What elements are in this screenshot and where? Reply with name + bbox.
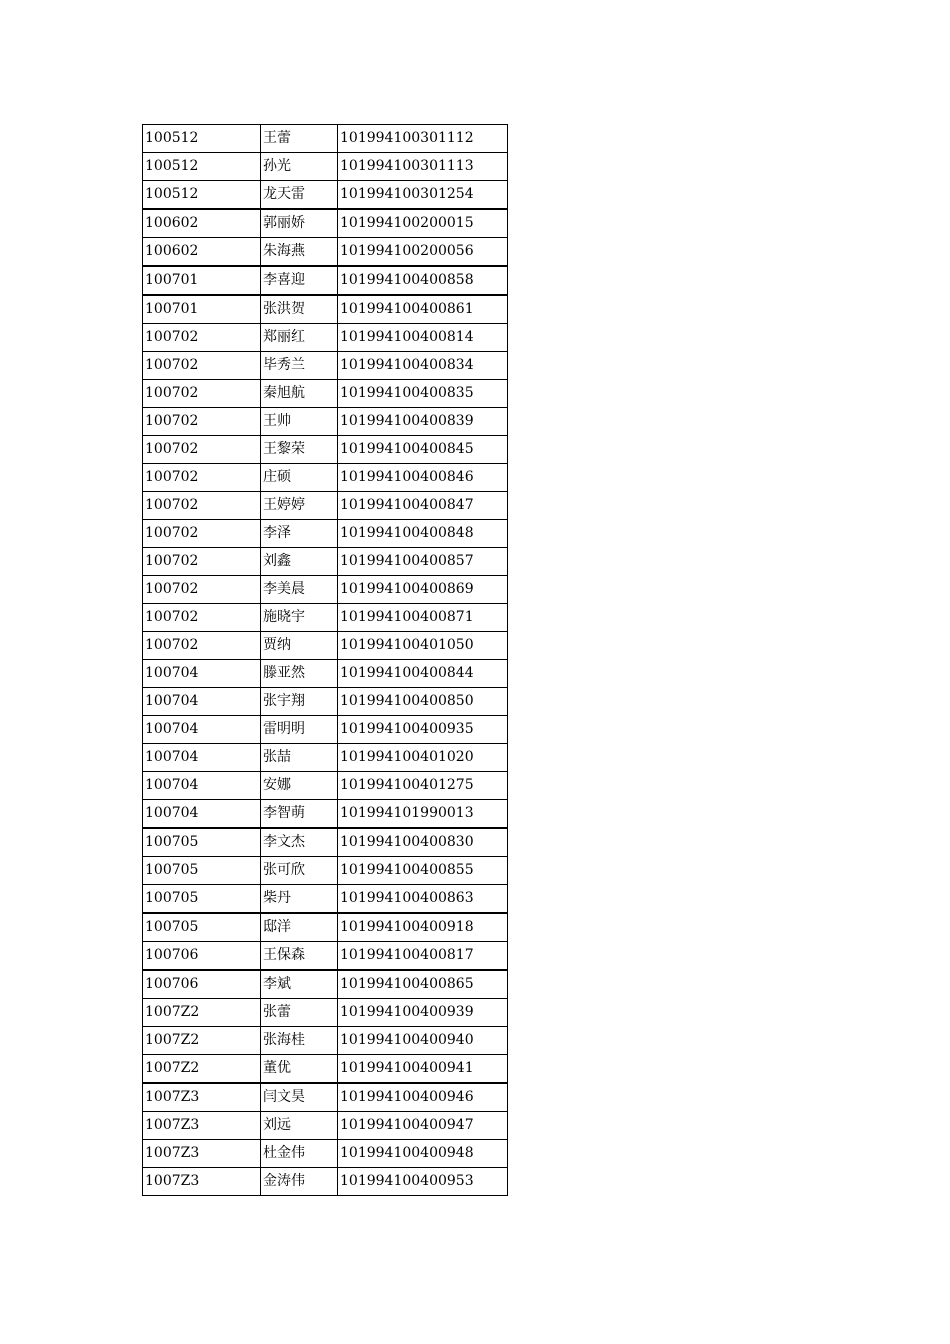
major-code-cell: 100705 xyxy=(143,913,261,942)
exam-id-cell: 101994100400918 xyxy=(338,913,508,942)
table-row xyxy=(143,970,508,999)
major-code-cell: 100704 xyxy=(143,688,261,716)
exam-id-cell: 101994100400834 xyxy=(338,352,508,380)
exam-id-cell: 101994100400941 xyxy=(338,1055,508,1084)
exam-id-cell: 101994100400814 xyxy=(338,324,508,352)
student-name-cell: 孙光 xyxy=(261,153,338,181)
table-row xyxy=(143,913,508,942)
table-row xyxy=(143,520,508,548)
major-code-cell: 100702 xyxy=(143,352,261,380)
table-row xyxy=(143,209,508,238)
table-row xyxy=(143,492,508,520)
student-name-cell: 龙天雷 xyxy=(261,181,338,210)
student-name-cell: 邸洋 xyxy=(261,913,338,942)
student-name-cell: 柴丹 xyxy=(261,885,338,914)
student-name-cell: 张宇翔 xyxy=(261,688,338,716)
major-code-cell: 100705 xyxy=(143,885,261,914)
table-row xyxy=(143,885,508,914)
major-code-cell: 100705 xyxy=(143,857,261,885)
table-row xyxy=(143,604,508,632)
major-code-cell: 100702 xyxy=(143,380,261,408)
table-row xyxy=(143,548,508,576)
exam-id-cell: 101994100301112 xyxy=(338,125,508,153)
major-code-cell: 100706 xyxy=(143,970,261,999)
exam-id-cell: 101994100400848 xyxy=(338,520,508,548)
table-row xyxy=(143,660,508,688)
student-name-cell: 闫文昊 xyxy=(261,1083,338,1112)
student-name-cell: 秦旭航 xyxy=(261,380,338,408)
table-row xyxy=(143,1055,508,1084)
table-row xyxy=(143,800,508,829)
major-code-cell: 100704 xyxy=(143,744,261,772)
student-name-cell: 郭丽娇 xyxy=(261,209,338,238)
exam-id-cell: 101994100400850 xyxy=(338,688,508,716)
major-code-cell: 100702 xyxy=(143,548,261,576)
table-row xyxy=(143,716,508,744)
student-table-body xyxy=(143,125,508,1196)
exam-id-cell: 101994100301254 xyxy=(338,181,508,210)
table-row xyxy=(143,436,508,464)
exam-id-cell: 101994100400947 xyxy=(338,1112,508,1140)
table-row xyxy=(143,181,508,210)
table-row xyxy=(143,464,508,492)
major-code-cell: 1007Z3 xyxy=(143,1168,261,1196)
student-name-cell: 张洪贺 xyxy=(261,295,338,324)
student-name-cell: 李泽 xyxy=(261,520,338,548)
student-name-cell: 王黎荣 xyxy=(261,436,338,464)
table-row xyxy=(143,632,508,660)
student-name-cell: 庄硕 xyxy=(261,464,338,492)
table-row xyxy=(143,828,508,857)
major-code-cell: 100512 xyxy=(143,125,261,153)
exam-id-cell: 101994100400948 xyxy=(338,1140,508,1168)
major-code-cell: 100702 xyxy=(143,492,261,520)
major-code-cell: 100702 xyxy=(143,576,261,604)
major-code-cell: 1007Z3 xyxy=(143,1112,261,1140)
student-name-cell: 李美晨 xyxy=(261,576,338,604)
exam-id-cell: 101994100401020 xyxy=(338,744,508,772)
student-name-cell: 李智萌 xyxy=(261,800,338,829)
table-row xyxy=(143,125,508,153)
table-row xyxy=(143,238,508,267)
table-row xyxy=(143,1083,508,1112)
major-code-cell: 1007Z2 xyxy=(143,1055,261,1084)
student-name-cell: 雷明明 xyxy=(261,716,338,744)
table-row xyxy=(143,857,508,885)
student-name-cell: 王保森 xyxy=(261,942,338,971)
exam-id-cell: 101994100400863 xyxy=(338,885,508,914)
table-row xyxy=(143,772,508,800)
student-name-cell: 李斌 xyxy=(261,970,338,999)
major-code-cell: 100705 xyxy=(143,828,261,857)
exam-id-cell: 101994100400865 xyxy=(338,970,508,999)
major-code-cell: 100702 xyxy=(143,464,261,492)
table-row xyxy=(143,942,508,971)
student-name-cell: 张蕾 xyxy=(261,999,338,1027)
table-row xyxy=(143,153,508,181)
table-row xyxy=(143,352,508,380)
major-code-cell: 100704 xyxy=(143,716,261,744)
table-row xyxy=(143,295,508,324)
student-name-cell: 张可欣 xyxy=(261,857,338,885)
major-code-cell: 1007Z3 xyxy=(143,1083,261,1112)
student-name-cell: 朱海燕 xyxy=(261,238,338,267)
student-name-cell: 郑丽红 xyxy=(261,324,338,352)
student-name-cell: 滕亚然 xyxy=(261,660,338,688)
major-code-cell: 100701 xyxy=(143,295,261,324)
exam-id-cell: 101994100400939 xyxy=(338,999,508,1027)
exam-id-cell: 101994100400871 xyxy=(338,604,508,632)
student-name-cell: 金涛伟 xyxy=(261,1168,338,1196)
student-name-cell: 刘鑫 xyxy=(261,548,338,576)
major-code-cell: 100702 xyxy=(143,520,261,548)
major-code-cell: 100702 xyxy=(143,632,261,660)
major-code-cell: 1007Z2 xyxy=(143,1027,261,1055)
student-name-cell: 毕秀兰 xyxy=(261,352,338,380)
exam-id-cell: 101994100400946 xyxy=(338,1083,508,1112)
exam-id-cell: 101994100400857 xyxy=(338,548,508,576)
major-code-cell: 100702 xyxy=(143,436,261,464)
major-code-cell: 100704 xyxy=(143,800,261,829)
exam-id-cell: 101994100400846 xyxy=(338,464,508,492)
exam-id-cell: 101994100400940 xyxy=(338,1027,508,1055)
student-name-cell: 刘远 xyxy=(261,1112,338,1140)
student-name-cell: 施晓宇 xyxy=(261,604,338,632)
exam-id-cell: 101994101990013 xyxy=(338,800,508,829)
exam-id-cell: 101994100400953 xyxy=(338,1168,508,1196)
exam-id-cell: 101994100400855 xyxy=(338,857,508,885)
exam-id-cell: 101994100400858 xyxy=(338,266,508,295)
exam-id-cell: 101994100400835 xyxy=(338,380,508,408)
exam-id-cell: 101994100400830 xyxy=(338,828,508,857)
exam-id-cell: 101994100200015 xyxy=(338,209,508,238)
exam-id-cell: 101994100200056 xyxy=(338,238,508,267)
table-row xyxy=(143,324,508,352)
table-row xyxy=(143,1027,508,1055)
major-code-cell: 100704 xyxy=(143,772,261,800)
student-name-cell: 张喆 xyxy=(261,744,338,772)
table-row xyxy=(143,1140,508,1168)
student-name-cell: 王帅 xyxy=(261,408,338,436)
exam-id-cell: 101994100400844 xyxy=(338,660,508,688)
major-code-cell: 100701 xyxy=(143,266,261,295)
table-row xyxy=(143,744,508,772)
major-code-cell: 100512 xyxy=(143,153,261,181)
student-name-cell: 李文杰 xyxy=(261,828,338,857)
major-code-cell: 100704 xyxy=(143,660,261,688)
major-code-cell: 1007Z3 xyxy=(143,1140,261,1168)
table-row xyxy=(143,266,508,295)
major-code-cell: 100602 xyxy=(143,238,261,267)
exam-id-cell: 101994100400935 xyxy=(338,716,508,744)
student-table xyxy=(142,124,508,1196)
exam-id-cell: 101994100400869 xyxy=(338,576,508,604)
exam-id-cell: 101994100400839 xyxy=(338,408,508,436)
student-name-cell: 安娜 xyxy=(261,772,338,800)
student-name-cell: 李喜迎 xyxy=(261,266,338,295)
student-name-cell: 王婷婷 xyxy=(261,492,338,520)
exam-id-cell: 101994100401275 xyxy=(338,772,508,800)
table-row xyxy=(143,408,508,436)
table-row xyxy=(143,576,508,604)
major-code-cell: 1007Z2 xyxy=(143,999,261,1027)
table-row xyxy=(143,1168,508,1196)
major-code-cell: 100706 xyxy=(143,942,261,971)
student-name-cell: 董优 xyxy=(261,1055,338,1084)
table-row xyxy=(143,688,508,716)
student-name-cell: 王蕾 xyxy=(261,125,338,153)
student-name-cell: 贾纳 xyxy=(261,632,338,660)
major-code-cell: 100702 xyxy=(143,408,261,436)
table-row xyxy=(143,1112,508,1140)
major-code-cell: 100602 xyxy=(143,209,261,238)
exam-id-cell: 101994100401050 xyxy=(338,632,508,660)
exam-id-cell: 101994100400861 xyxy=(338,295,508,324)
table-row xyxy=(143,999,508,1027)
major-code-cell: 100702 xyxy=(143,324,261,352)
exam-id-cell: 101994100400845 xyxy=(338,436,508,464)
exam-id-cell: 101994100400847 xyxy=(338,492,508,520)
student-name-cell: 张海桂 xyxy=(261,1027,338,1055)
student-name-cell: 杜金伟 xyxy=(261,1140,338,1168)
exam-id-cell: 101994100301113 xyxy=(338,153,508,181)
major-code-cell: 100702 xyxy=(143,604,261,632)
table-row xyxy=(143,380,508,408)
major-code-cell: 100512 xyxy=(143,181,261,210)
exam-id-cell: 101994100400817 xyxy=(338,942,508,971)
